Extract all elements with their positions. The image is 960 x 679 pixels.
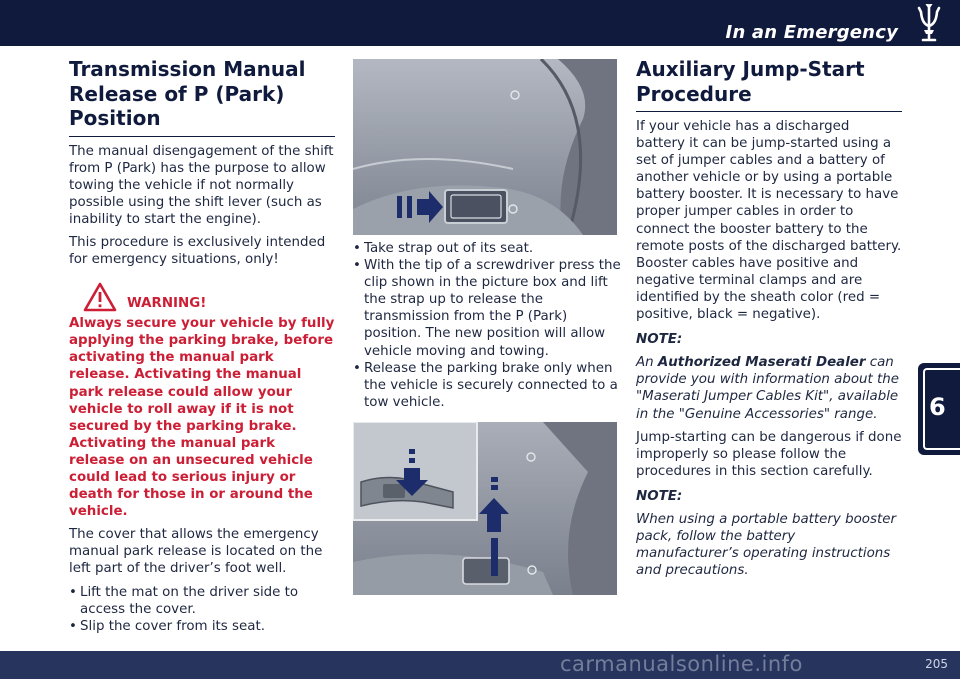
intro-paragraph: The manual disengagement of the shift from P (Park) has the purpose to allow towing the vehicle if not normally possible using the shift lever (such as inability to start the engine). bbox=[69, 143, 334, 227]
list-item: • Slip the cover from its seat. bbox=[69, 618, 335, 635]
warning-label: WARNING! bbox=[127, 296, 207, 312]
header-bar bbox=[0, 0, 960, 46]
footwell-cover-illustration bbox=[353, 59, 617, 235]
note-label: NOTE: bbox=[636, 488, 683, 504]
danger-paragraph: Jump-starting can be dangerous if done improperly so please follow the procedures in this section carefully. bbox=[636, 429, 902, 479]
strap-release-figure bbox=[353, 422, 617, 595]
middle-bullet-list bbox=[353, 240, 621, 411]
emergency-only-paragraph: This procedure is exclusively intended for emergency situations, only! bbox=[69, 234, 326, 268]
strap-release-illustration bbox=[353, 422, 617, 595]
chapter-tab bbox=[918, 363, 960, 455]
middle-column bbox=[353, 240, 621, 411]
cover-location-paragraph: The cover that allows the emergency manual park release is located on the left part of the driver’s foot well. bbox=[69, 527, 323, 577]
jump-start-heading: Auxiliary Jump-Start Procedure bbox=[636, 57, 902, 112]
dealer-note-suffix: can provide you with information about the "Maserati Jumper Cables Kit", available in the "Genuine Accessories" range. bbox=[636, 355, 900, 422]
list-item: • Take strap out of its seat. bbox=[353, 240, 621, 257]
footer-bar bbox=[0, 651, 960, 679]
dealer-note bbox=[636, 354, 902, 422]
section-title: In an Emergency bbox=[725, 22, 898, 43]
warning-triangle-icon bbox=[83, 282, 117, 312]
dealer-name: Authorized Maserati Dealer bbox=[657, 355, 866, 371]
page-number: 205 bbox=[925, 657, 948, 671]
list-item: • Release the parking brake only when the vehicle is securely connected to a tow vehicle. bbox=[353, 360, 621, 411]
manual-release-heading: Transmission Manual Release of P (Park) Position bbox=[69, 57, 335, 137]
warning-text: Always secure your vehicle by fully applying the parking brake, before activating the manual park release. Activating the manual park release could allow your vehicle to roll away if it is not secured by the parking brake. Activating the manual park release on an unsecured vehicle could lead to serious injury or death for those in or around the vehicle. bbox=[69, 316, 335, 520]
dealer-note-prefix: An bbox=[636, 355, 658, 371]
warning-header bbox=[69, 282, 335, 312]
footwell-cover-figure bbox=[353, 59, 617, 235]
chapter-number: 6 bbox=[929, 393, 946, 421]
list-item: • With the tip of a screwdriver press the clip shown in the picture box and lift the strap up to release the transmission from the P (Park) position. The new position will allow vehicle moving and towing. bbox=[353, 257, 621, 360]
watermark: carmanualsonline.info bbox=[560, 652, 803, 676]
left-bullet-list bbox=[69, 584, 335, 635]
left-column bbox=[69, 57, 335, 635]
trident-logo-icon bbox=[912, 4, 946, 44]
list-item: • Lift the mat on the driver side to access the cover. bbox=[69, 584, 335, 618]
jump-start-paragraph: If your vehicle has a discharged battery it can be jump-started using a set of jumper cables and a battery of another vehicle or by using a portable battery booster. It is necessary to have proper jumper cables in order to connect the booster battery to the remote posts of the discharged battery. Booster cables have positive and negative terminal clamps and are identified by the sheath color (red = positive, black = negative). bbox=[636, 119, 902, 323]
note-label: NOTE: bbox=[636, 332, 683, 348]
right-column bbox=[636, 57, 902, 585]
booster-note: When using a portable battery booster pack, follow the battery manufacturer’s operating instructions and precautions. bbox=[636, 511, 896, 579]
